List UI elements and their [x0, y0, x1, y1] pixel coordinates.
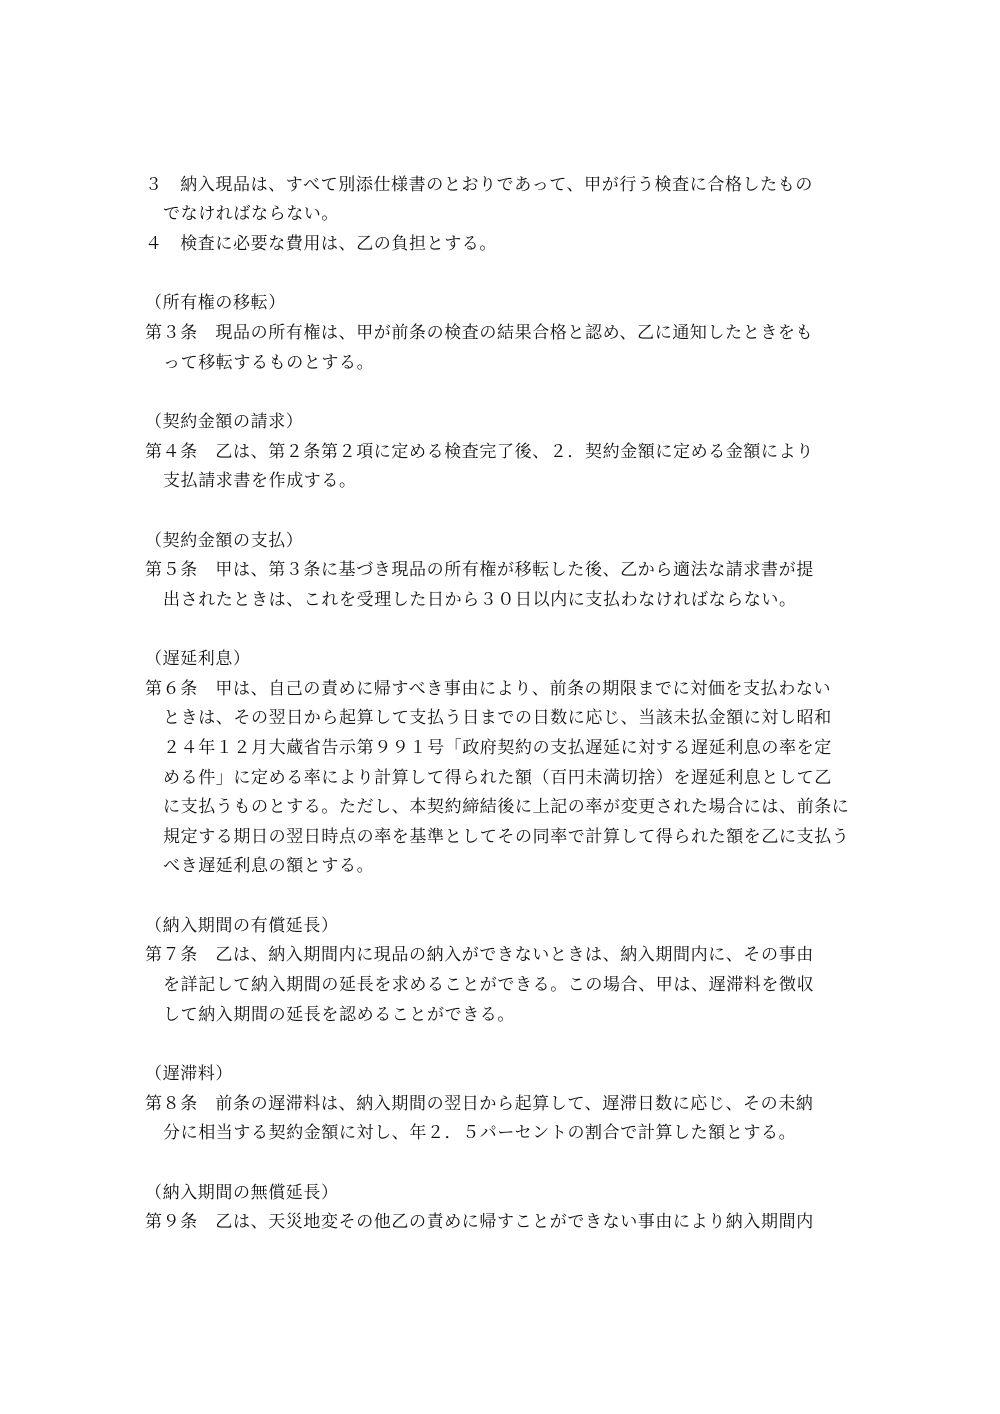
article-8-line-1: 第８条 前条の遅滞料は、納入期間の翌日から起算して、遅滞日数に応じ、その未納 [145, 1094, 814, 1114]
article-7-line-2: を詳記して納入期間の延長を求めることができる。この場合、甲は、遅滞料を徴収 [163, 975, 815, 995]
article-3-line-2: って移転するものとする。 [163, 353, 375, 373]
article-6-line-4: める件」に定める率により計算して得られた額（百円未満切捨）を遅延利息として乙 [163, 768, 832, 788]
article-6-heading: （遅延利息） [145, 649, 251, 669]
article-4-heading: （契約金額の請求） [145, 412, 304, 432]
item-3-line-2: でなければならない。 [163, 204, 339, 224]
article-5-line-1: 第５条 甲は、第３条に基づき現品の所有権が移転した後、乙から適法な請求書が提 [145, 560, 814, 580]
item-4-line-1: ４ 検査に必要な費用は、乙の負担とする。 [145, 234, 497, 254]
article-8-heading: （遅滞料） [145, 1064, 233, 1084]
article-4-line-2: 支払請求書を作成する。 [163, 471, 357, 491]
article-3-line-1: 第３条 現品の所有権は、甲が前条の検査の結果合格と認め、乙に通知したときをも [145, 323, 814, 343]
article-6-line-2: ときは、その翌日から起算して支払う日までの日数に応じ、当該未払金額に対し昭和 [163, 708, 832, 728]
article-7-heading: （納入期間の有償延長） [145, 916, 339, 936]
article-5-line-2: 出されたときは、これを受理した日から３０日以内に支払わなければならない。 [163, 590, 797, 610]
article-7-line-1: 第７条 乙は、納入期間内に現品の納入ができないときは、納入期間内に、その事由 [145, 945, 814, 965]
article-6-line-3: ２４年１２月大蔵省告示第９９１号「政府契約の支払遅延に対する遅延利息の率を定 [163, 738, 832, 758]
article-8-line-2: 分に相当する契約金額に対し、年２．５パーセントの割合で計算した額とする。 [163, 1123, 797, 1143]
item-3-line-1: ３ 納入現品は、すべて別添仕様書のとおりであって、甲が行う検査に合格したもの [145, 175, 813, 195]
article-6-line-5: に支払うものとする。ただし、本契約締結後に上記の率が変更された場合には、前条に [163, 797, 850, 817]
article-6-line-1: 第６条 甲は、自己の責めに帰すべき事由により、前条の期限までに対価を支払わない [145, 679, 832, 699]
article-7-line-3: して納入期間の延長を認めることができる。 [163, 1005, 515, 1025]
article-6-line-6: 規定する期日の翌日時点の率を基準としてその同率で計算して得られた額を乙に支払う [163, 827, 850, 847]
article-9-line-1: 第９条 乙は、天災地変その他乙の責めに帰すことができない事由により納入期間内 [145, 1212, 814, 1232]
article-3-heading: （所有権の移転） [145, 293, 286, 313]
article-4-line-1: 第４条 乙は、第２条第２項に定める検査完了後、２．契約金額に定める金額により [145, 442, 814, 462]
article-9-heading: （納入期間の無償延長） [145, 1183, 339, 1203]
article-6-line-7: べき遅延利息の額とする。 [163, 856, 375, 876]
article-5-heading: （契約金額の支払） [145, 531, 304, 551]
